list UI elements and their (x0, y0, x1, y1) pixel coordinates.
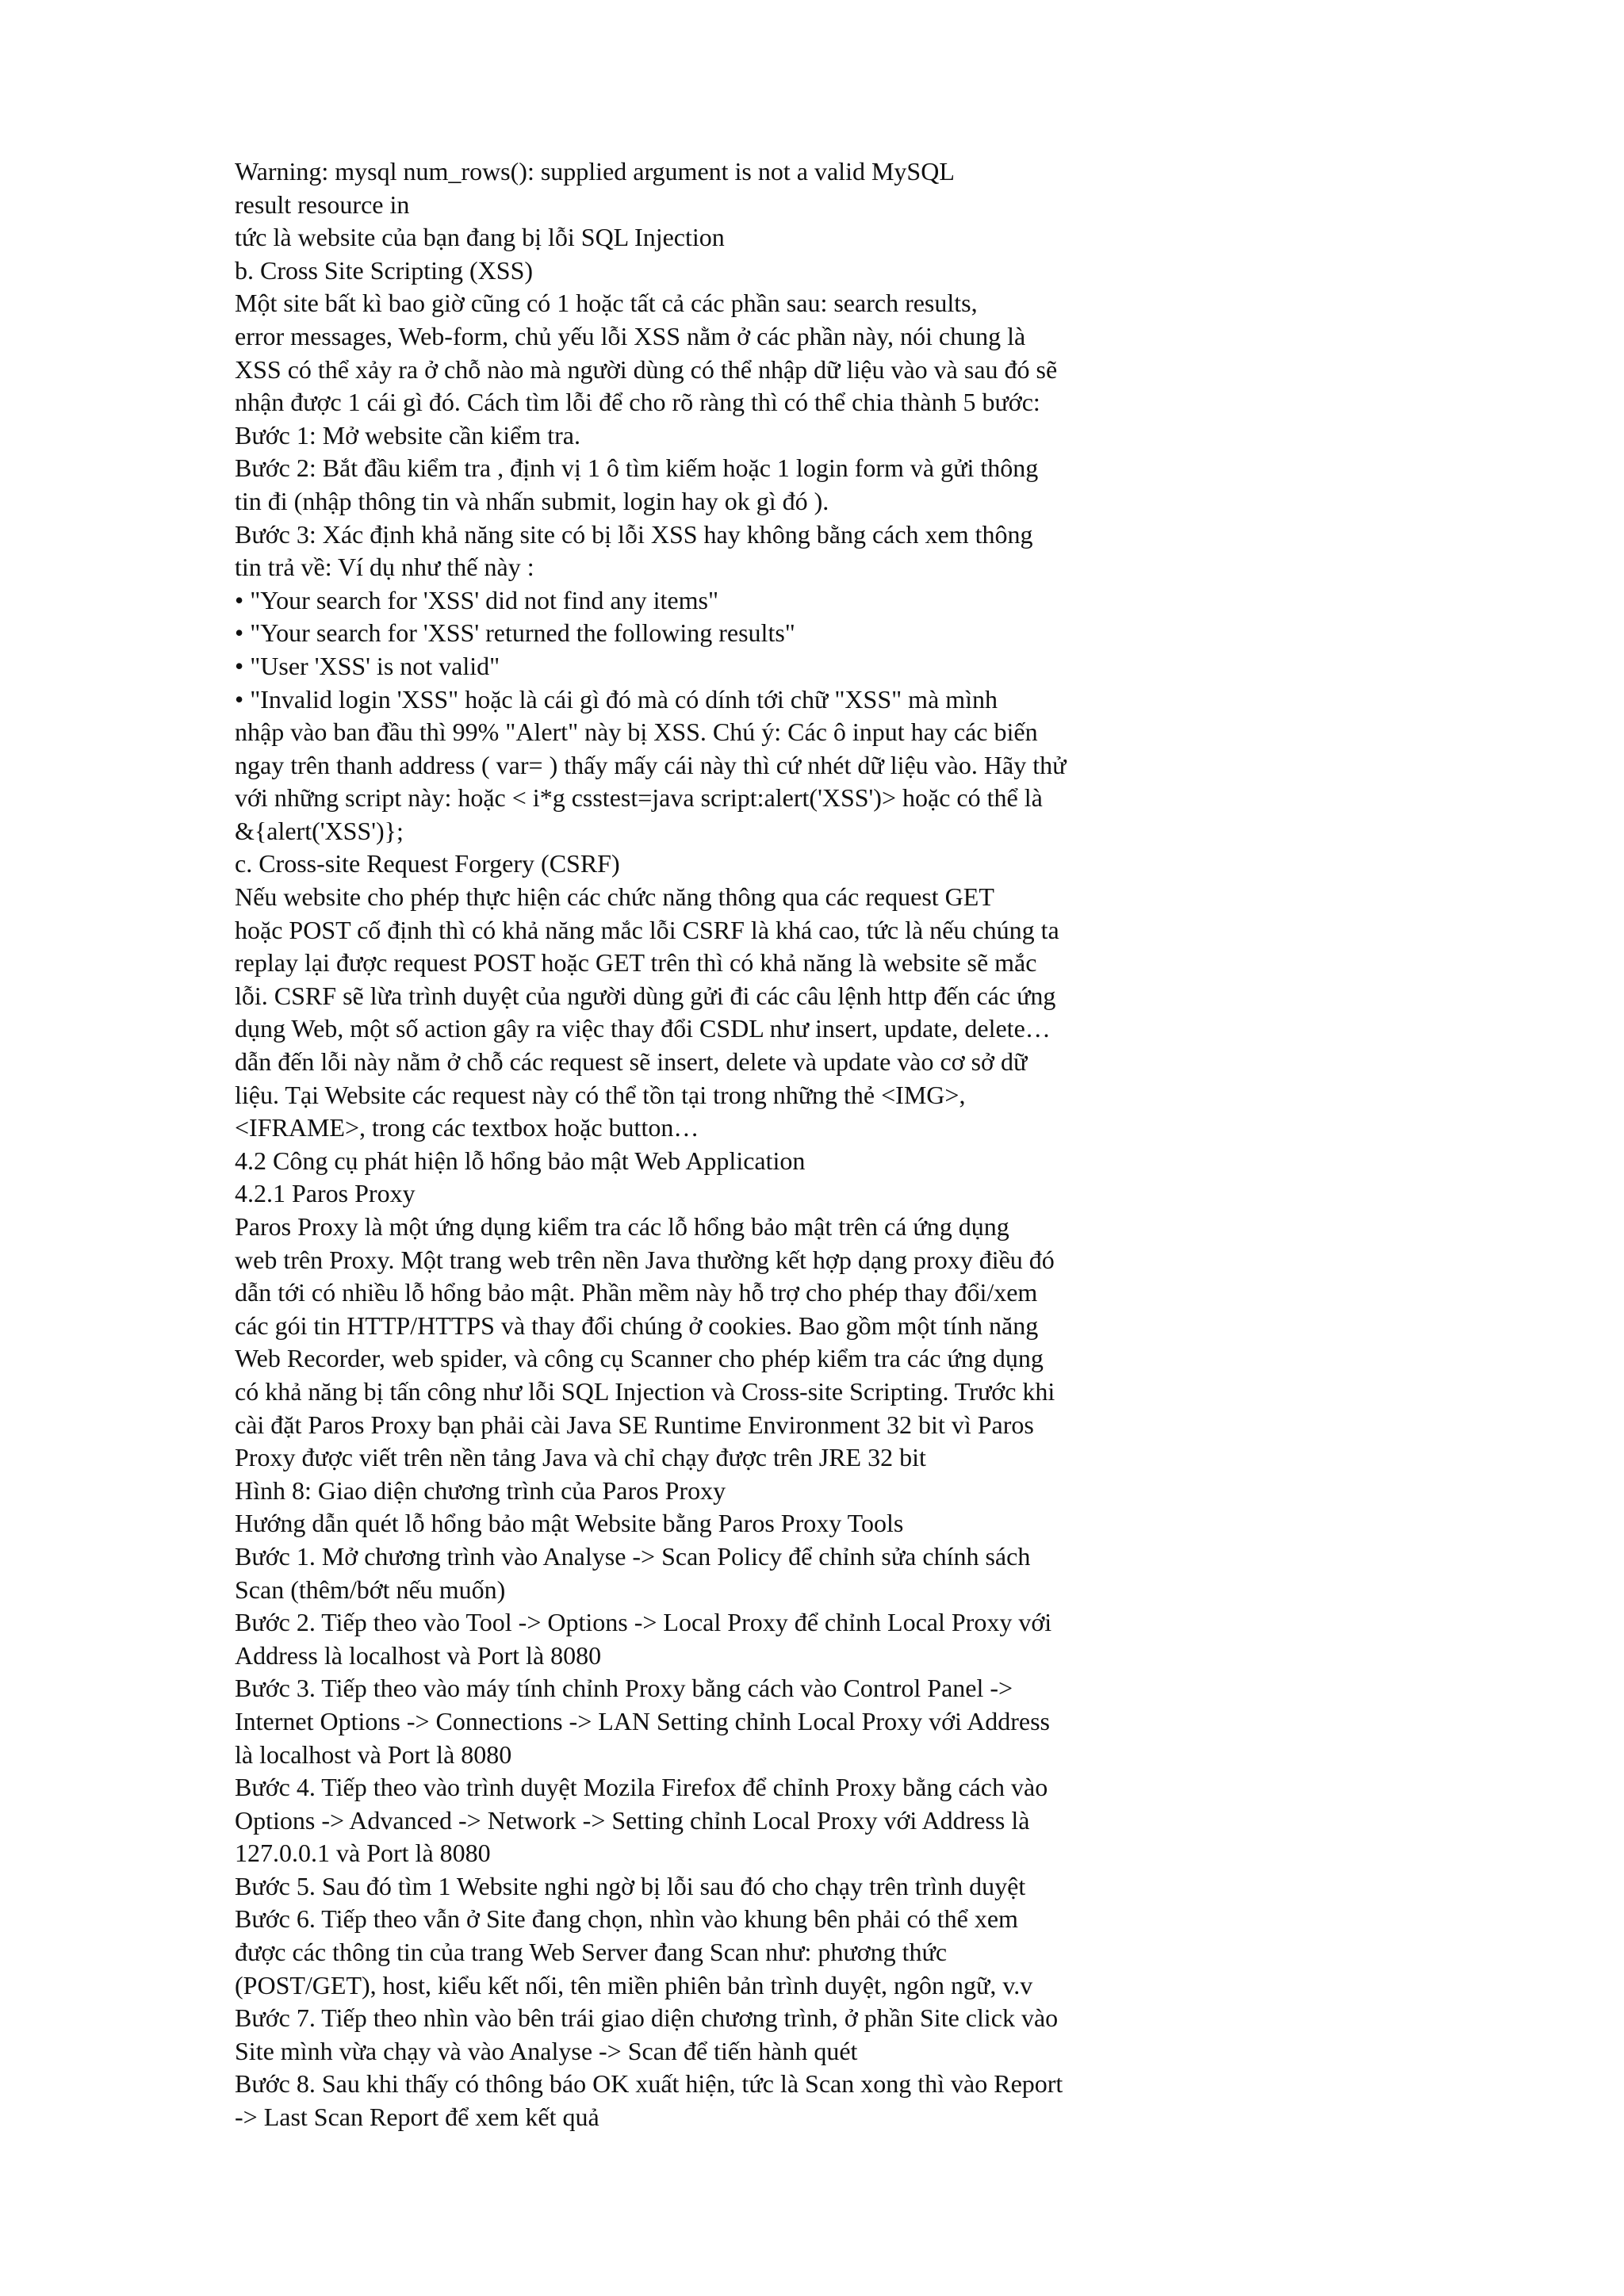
step-line: Bước 3: Xác định khả năng site có bị lỗi XSS hay không bằng cách xem thông (235, 519, 1033, 549)
step-line: Bước 1. Mở chương trình vào Analyse -> Scan Policy để chỉnh sửa chính sách (235, 1541, 1031, 1571)
text-line: web trên Proxy. Một trang web trên nền Java thường kết hợp dạng proxy điều đó (235, 1245, 1055, 1274)
text-line: lỗi. CSRF sẽ lừa trình duyệt của người dùng gửi đi các câu lệnh http đến các ứng (235, 981, 1056, 1010)
text-line: tin đi (nhập thông tin và nhấn submit, login hay ok gì đó ). (235, 486, 829, 515)
text-line: cài đặt Paros Proxy bạn phải cài Java SE Runtime Environment 32 bit vì Paros (235, 1410, 1034, 1439)
text-line: được các thông tin của trang Web Server đang Scan như: phương thức (235, 1938, 948, 1967)
text-line: Paros Proxy là một ứng dụng kiểm tra các lỗ hổng bảo mật trên cá ứng dụng (235, 1212, 1009, 1241)
text-line: -> Last Scan Report để xem kết quả (235, 2103, 599, 2132)
text-line: nhận được 1 cái gì đó. Cách tìm lỗi để cho rõ ràng thì có thể chia thành 5 bước: (235, 388, 1040, 417)
section-heading-paros: 4.2.1 Paros Proxy (235, 1179, 416, 1208)
text-line: Một site bất kì bao giờ cũng có 1 hoặc tất cả các phần sau: search results, (235, 289, 978, 318)
text-line: (POST/GET), host, kiểu kết nối, tên miền phiên bản trình duyệt, ngôn ngữ, v.v (235, 1970, 1033, 1999)
step-line: Bước 1: Mở website cần kiểm tra. (235, 420, 580, 450)
text-line: Nếu website cho phép thực hiện các chức năng thông qua các request GET (235, 882, 994, 912)
text-line: với những script này: hoặc < i*g csstest=java script:alert('XSS')> hoặc có thể là (235, 783, 1043, 813)
section-heading-csrf: c. Cross-site Request Forgery (CSRF) (235, 849, 620, 878)
text-line: dụng Web, một số action gây ra việc thay đổi CSDL như insert, update, delete… (235, 1014, 1051, 1043)
text-line: Options -> Advanced -> Network -> Setting chỉnh Local Proxy với Address là (235, 1805, 1030, 1835)
text-line: tin trả về: Ví dụ như thế này : (235, 553, 534, 582)
bullet-item: • "Your search for 'XSS' returned the following results" (235, 618, 795, 648)
text-line: replay lại được request POST hoặc GET trên thì có khả năng là website sẽ mắc (235, 948, 1037, 978)
step-line: Bước 4. Tiếp theo vào trình duyệt Mozila Firefox để chỉnh Proxy bằng cách vào (235, 1773, 1048, 1802)
bullet-item: • "Your search for 'XSS' did not find any items" (235, 585, 719, 614)
text-line: Internet Options -> Connections -> LAN Setting chỉnh Local Proxy với Address (235, 1706, 1050, 1735)
bullet-item: • "User 'XSS' is not valid" (235, 651, 500, 680)
text-line: hoặc POST cố định thì có khả năng mắc lỗi CSRF là khá cao, tức là nếu chúng ta (235, 915, 1059, 944)
text-line: Warning: mysql num_rows(): supplied argument is not a valid MySQL (235, 157, 955, 186)
text-line: là localhost và Port là 8080 (235, 1739, 512, 1769)
text-line: Site mình vừa chạy và vào Analyse -> Scan để tiến hành quét (235, 2036, 858, 2065)
text-line: result resource in (235, 189, 410, 219)
section-heading-xss: b. Cross Site Scripting (XSS) (235, 255, 534, 285)
step-line: Bước 8. Sau khi thấy có thông báo OK xuất hiện, tức là Scan xong thì vào Report (235, 2069, 1063, 2099)
step-line: Bước 7. Tiếp theo nhìn vào bên trái giao diện chương trình, ở phần Site click vào (235, 2003, 1059, 2033)
text-line: nhập vào ban đầu thì 99% "Alert" này bị XSS. Chú ý: Các ô input hay các biến (235, 718, 1038, 747)
step-line: Bước 2: Bắt đầu kiểm tra , định vị 1 ô tìm kiếm hoặc 1 login form và gửi thông (235, 453, 1039, 483)
figure-caption: Hình 8: Giao diện chương trình của Paros Proxy (235, 1475, 726, 1505)
text-line: 127.0.0.1 và Port là 8080 (235, 1839, 491, 1868)
text-line: ngay trên thanh address ( var= ) thấy mấy cái này thì cứ nhét dữ liệu vào. Hãy thử (235, 750, 1067, 779)
text-line: Proxy được viết trên nền tảng Java và chỉ chạy được trên JRE 32 bit (235, 1443, 926, 1472)
text-line: các gói tin HTTP/HTTPS và thay đổi chúng ở cookies. Bao gồm một tính năng (235, 1311, 1039, 1340)
text-line: tức là website của bạn đang bị lỗi SQL Injection (235, 223, 725, 252)
text-line: <IFRAME>, trong các textbox hoặc button… (235, 1113, 699, 1142)
text-line: liệu. Tại Website các request này có thể tồn tại trong những thẻ <IMG>, (235, 1080, 966, 1109)
step-line: Bước 3. Tiếp theo vào máy tính chỉnh Proxy bằng cách vào Control Panel -> (235, 1674, 1013, 1703)
text-line: có khả năng bị tấn công như lỗi SQL Injection và Cross-site Scripting. Trước khi (235, 1376, 1055, 1406)
text-line: Web Recorder, web spider, và công cụ Scanner cho phép kiểm tra các ứng dụng (235, 1344, 1044, 1373)
bullet-item: • "Invalid login 'XSS" hoặc là cái gì đó mà có dính tới chữ "XSS" mà mình (235, 684, 998, 714)
step-line: Bước 5. Sau đó tìm 1 Website nghi ngờ bị lỗi sau đó cho chạy trên trình duyệt (235, 1871, 1026, 1900)
text-line: &{alert('XSS')}; (235, 816, 404, 845)
section-heading-tools: 4.2 Công cụ phát hiện lỗ hổng bảo mật Web Application (235, 1146, 806, 1175)
text-line: dẫn đến lỗi này nằm ở chỗ các request sẽ insert, delete và update vào cơ sở dữ (235, 1047, 1028, 1077)
text-line: Scan (thêm/bớt nếu muốn) (235, 1575, 506, 1604)
text-line: dẫn tới có nhiều lỗ hổng bảo mật. Phần mềm này hỗ trợ cho phép thay đổi/xem (235, 1278, 1038, 1307)
step-line: Bước 6. Tiếp theo vẫn ở Site đang chọn, nhìn vào khung bên phải có thể xem (235, 1904, 1018, 1934)
guide-heading: Hướng dẫn quét lỗ hổng bảo mật Website bằng Paros Proxy Tools (235, 1509, 904, 1538)
text-line: Address là localhost và Port là 8080 (235, 1640, 602, 1670)
text-line: XSS có thể xảy ra ở chỗ nào mà người dùng có thể nhập dữ liệu vào và sau đó sẽ (235, 354, 1058, 384)
document-body (235, 155, 1266, 2134)
step-line: Bước 2. Tiếp theo vào Tool -> Options -> Local Proxy để chỉnh Local Proxy với (235, 1608, 1052, 1637)
text-line: error messages, Web-form, chủ yếu lỗi XSS nằm ở các phần này, nói chung là (235, 321, 1026, 350)
